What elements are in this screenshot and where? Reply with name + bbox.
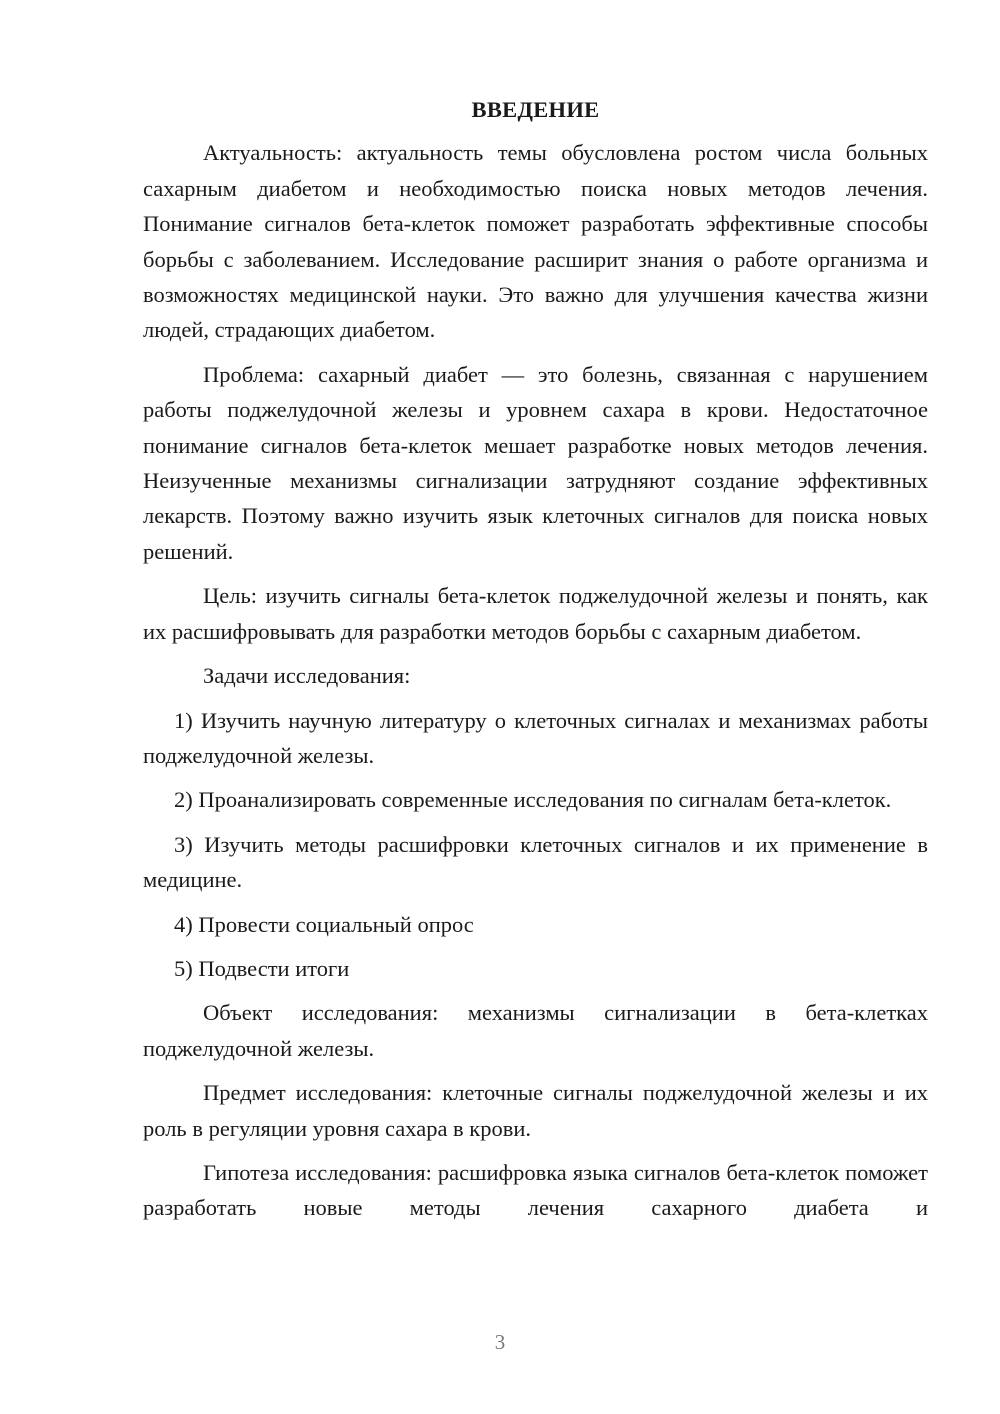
task-item: 4) Провести социальный опрос: [174, 911, 474, 937]
object-paragraph: Объект исследования: механизмы сигнализации в бета-клетках поджелудочной железы.: [143, 1000, 928, 1061]
task-item: 3) Изучить методы расшифровки клеточных сигналов и их применение в медицине.: [143, 831, 928, 893]
relevance-paragraph: Актуальность: актуальность темы обусловлена ростом числа больных сахарным диабетом и необходимостью поиска новых методов лечения. Понимание сигналов бета-клеток поможет разработать эффективные способы борьбы с заболеванием. Исследование расширит знания о работе организма и возможностях медицинской науки. Это важно для улучшения качества жизни людей, страдающих диабетом.: [143, 140, 928, 343]
hypothesis-paragraph: Гипотеза исследования: расшифровка языка сигналов бета-клеток поможет разработать новые методы лечения сахарного диабета и: [143, 1159, 928, 1221]
document-page: [143, 92, 928, 1226]
section-heading: ВВЕДЕНИЕ: [471, 97, 600, 122]
goal-paragraph: Цель: изучить сигналы бета-клеток поджелудочной железы и понять, как их расшифровывать для разработки методов борьбы с сахарным диабетом.: [143, 583, 928, 644]
task-item: 2) Проанализировать современные исследования по сигналам бета-клеток.: [174, 787, 892, 813]
page-number: 3: [494, 1330, 506, 1354]
problem-paragraph: Проблема: сахарный диабет — это болезнь, связанная с нарушением работы поджелудочной железы и уровнем сахара в крови. Недостаточное понимание сигналов бета-клеток мешает разработке новых методов лечения. Неизученные механизмы сигнализации затрудняют создание эффективных лекарств. Поэтому важно изучить язык клеточных сигналов для поиска новых решений.: [143, 361, 928, 564]
task-item: 5) Подвести итоги: [174, 955, 350, 981]
subject-paragraph: Предмет исследования: клеточные сигналы поджелудочной железы и их роль в регуляции уровня сахара в крови.: [143, 1080, 928, 1141]
tasks-title: Задачи исследования:: [203, 663, 411, 689]
task-item: 1) Изучить научную литературу о клеточных сигналах и механизмах работы поджелудочной железы.: [143, 707, 928, 768]
